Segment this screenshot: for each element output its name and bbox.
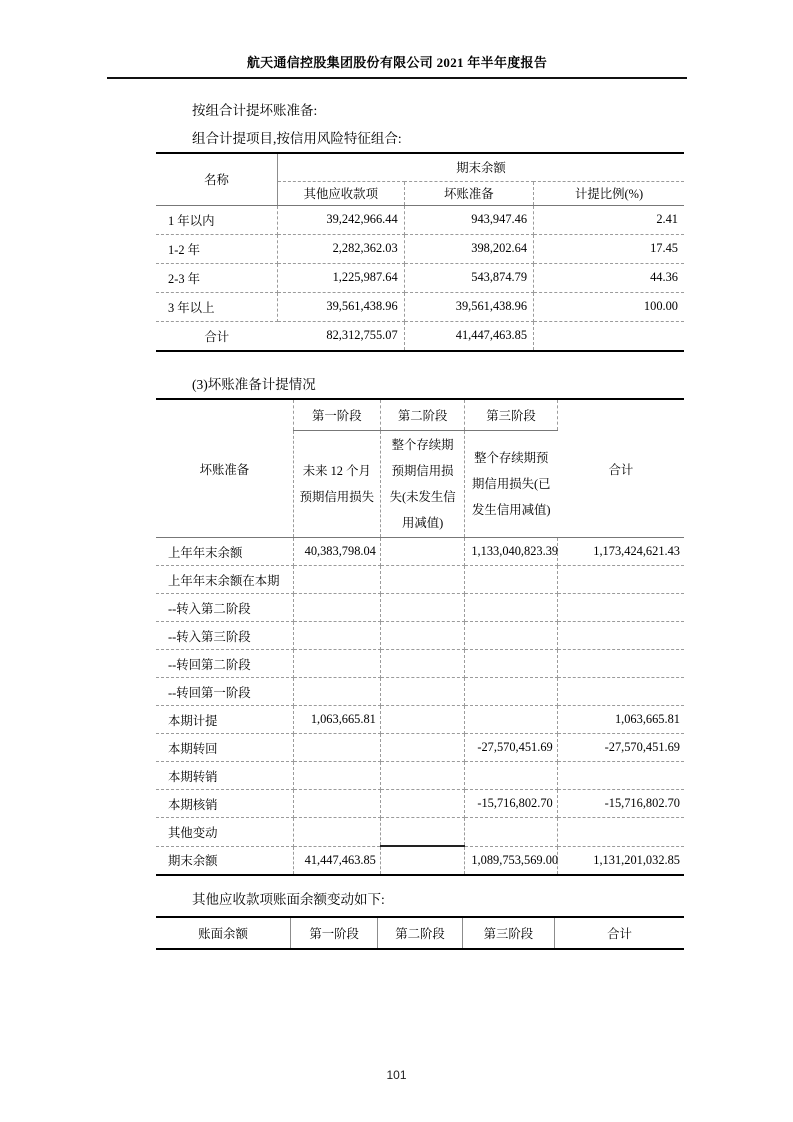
col-header-stage2: 第二阶段 (380, 399, 464, 431)
row-label: 其他变动 (156, 818, 293, 847)
table-row (156, 292, 684, 321)
cell-value (465, 594, 557, 622)
cell-value (557, 678, 684, 706)
table-header-row (156, 399, 684, 431)
cell-value (465, 622, 557, 650)
paragraph-bad-debt-by-group: 按组合计提坏账准备: (192, 103, 318, 118)
table-row (156, 594, 684, 622)
col-header-other-receivables: 其他应收款项 (277, 181, 404, 205)
cell-value: 41,447,463.85 (404, 321, 533, 351)
col-header-book-balance: 账面余额 (156, 917, 291, 949)
cell-value: -15,716,802.70 (465, 790, 557, 818)
col-header-stage3: 第三阶段 (462, 917, 554, 949)
cell-value (465, 650, 557, 678)
cell-value (465, 706, 557, 734)
col-header-stage3: 第三阶段 (465, 399, 557, 431)
cell-value: 100.00 (534, 292, 684, 321)
cell-value: 2.41 (534, 205, 684, 234)
cell-value: -27,570,451.69 (557, 734, 684, 762)
cell-value (293, 818, 380, 847)
col-header-stage1: 第一阶段 (291, 917, 378, 949)
row-label: 1 年以内 (156, 205, 277, 234)
cell-value: 1,131,201,032.85 (557, 846, 684, 875)
cell-value: 543,874.79 (404, 263, 533, 292)
cell-value: 1,089,753,569.00 (465, 846, 557, 875)
cell-value (557, 622, 684, 650)
cell-value (293, 594, 380, 622)
table-row-ending-balance (156, 846, 684, 875)
page-header (107, 52, 687, 79)
cell-value: -27,570,451.69 (465, 734, 557, 762)
cell-value (380, 846, 464, 875)
cell-value: 1,063,665.81 (293, 706, 380, 734)
col-header-stage2-description: 整个存续期预期信用损失(未发生信用减值) (380, 431, 464, 538)
col-header-total: 合计 (557, 399, 684, 538)
section-heading-provision-status: (3)坏账准备计提情况 (192, 377, 316, 392)
cell-value (557, 818, 684, 847)
cell-value (380, 706, 464, 734)
col-header-stage1: 第一阶段 (293, 399, 380, 431)
cell-value (293, 790, 380, 818)
table-row (156, 234, 684, 263)
cell-value: 41,447,463.85 (293, 846, 380, 875)
table-row (156, 790, 684, 818)
row-label: 本期转回 (156, 734, 293, 762)
col-header-name: 名称 (156, 153, 277, 205)
table-row (156, 205, 684, 234)
row-label: 本期转销 (156, 762, 293, 790)
table-row (156, 706, 684, 734)
paragraph-book-balance-note: 其他应收款项账面余额变动如下: (192, 892, 385, 907)
row-label: 期末余额 (156, 846, 293, 875)
cell-value: -15,716,802.70 (557, 790, 684, 818)
col-header-stage1-description: 未来 12 个月预期信用损失 (293, 431, 380, 538)
cell-value (380, 538, 464, 566)
table-header-row (156, 153, 684, 181)
cell-value (293, 622, 380, 650)
cell-value (557, 566, 684, 594)
row-label: 3 年以上 (156, 292, 277, 321)
cell-value (380, 594, 464, 622)
cell-value (465, 566, 557, 594)
cell-value (465, 678, 557, 706)
cell-value: 39,242,966.44 (277, 205, 404, 234)
table-row (156, 263, 684, 292)
paragraph-group-items: 组合计提项目,按信用风险特征组合: (192, 131, 402, 146)
cell-value (557, 594, 684, 622)
cell-value (293, 650, 380, 678)
row-label: 上年年末余额 (156, 538, 293, 566)
cell-value (380, 622, 464, 650)
table-row (156, 734, 684, 762)
cell-value (465, 818, 557, 847)
row-label: 2-3 年 (156, 263, 277, 292)
row-label: 本期核销 (156, 790, 293, 818)
cell-value (293, 734, 380, 762)
cell-value: 39,561,438.96 (277, 292, 404, 321)
table-row (156, 566, 684, 594)
cell-value (293, 762, 380, 790)
cell-value (557, 650, 684, 678)
cell-value (293, 566, 380, 594)
cell-value (380, 818, 464, 847)
table-row (156, 818, 684, 847)
cell-value: 40,383,798.04 (293, 538, 380, 566)
bad-debt-provision-stages-table (156, 398, 684, 876)
row-label: 合计 (156, 321, 277, 351)
row-label: 1-2 年 (156, 234, 277, 263)
cell-value (465, 762, 557, 790)
row-label: 本期计提 (156, 706, 293, 734)
cell-value: 39,561,438.96 (404, 292, 533, 321)
cell-value: 1,173,424,621.43 (557, 538, 684, 566)
row-label: --转入第三阶段 (156, 622, 293, 650)
col-header-bad-debt-provision: 坏账准备 (404, 181, 533, 205)
cell-value (380, 762, 464, 790)
cell-value (534, 321, 684, 351)
cell-value (380, 566, 464, 594)
aging-combination-table (156, 152, 684, 352)
cell-value (380, 650, 464, 678)
cell-value: 398,202.64 (404, 234, 533, 263)
cell-value: 82,312,755.07 (277, 321, 404, 351)
col-header-period-end-balance: 期末余额 (277, 153, 684, 181)
cell-value: 1,063,665.81 (557, 706, 684, 734)
cell-value (293, 678, 380, 706)
table-row (156, 678, 684, 706)
cell-value: 44.36 (534, 263, 684, 292)
col-header-total: 合计 (607, 927, 632, 941)
table-row (156, 622, 684, 650)
row-label: 上年年末余额在本期 (156, 566, 293, 594)
table-row-total (156, 321, 684, 351)
col-header-provision-ratio: 计提比例(%) (534, 181, 684, 205)
book-balance-stages-table (156, 916, 684, 950)
report-title: 航天通信控股集团股份有限公司 2021 年半年度报告 (246, 55, 548, 70)
cell-value: 1,225,987.64 (277, 263, 404, 292)
page-number: 101 (386, 1068, 407, 1082)
table-row (156, 762, 684, 790)
table-row (156, 650, 684, 678)
cell-value: 2,282,362.03 (277, 234, 404, 263)
cell-value (557, 762, 684, 790)
cell-value (380, 734, 464, 762)
table-row (156, 538, 684, 566)
cell-value: 1,133,040,823.39 (465, 538, 557, 566)
cell-value (380, 790, 464, 818)
col-header-bad-debt-provision: 坏账准备 (156, 399, 293, 538)
row-label: --转回第一阶段 (156, 678, 293, 706)
col-header-stage2: 第二阶段 (378, 917, 462, 949)
cell-value: 943,947.46 (404, 205, 533, 234)
row-label: --转入第二阶段 (156, 594, 293, 622)
cell-value (380, 678, 464, 706)
col-header-stage3-description: 整个存续期预期信用损失(已发生信用减值) (465, 431, 557, 538)
cell-value: 17.45 (534, 234, 684, 263)
table-header-row (156, 917, 684, 949)
row-label: --转回第二阶段 (156, 650, 293, 678)
